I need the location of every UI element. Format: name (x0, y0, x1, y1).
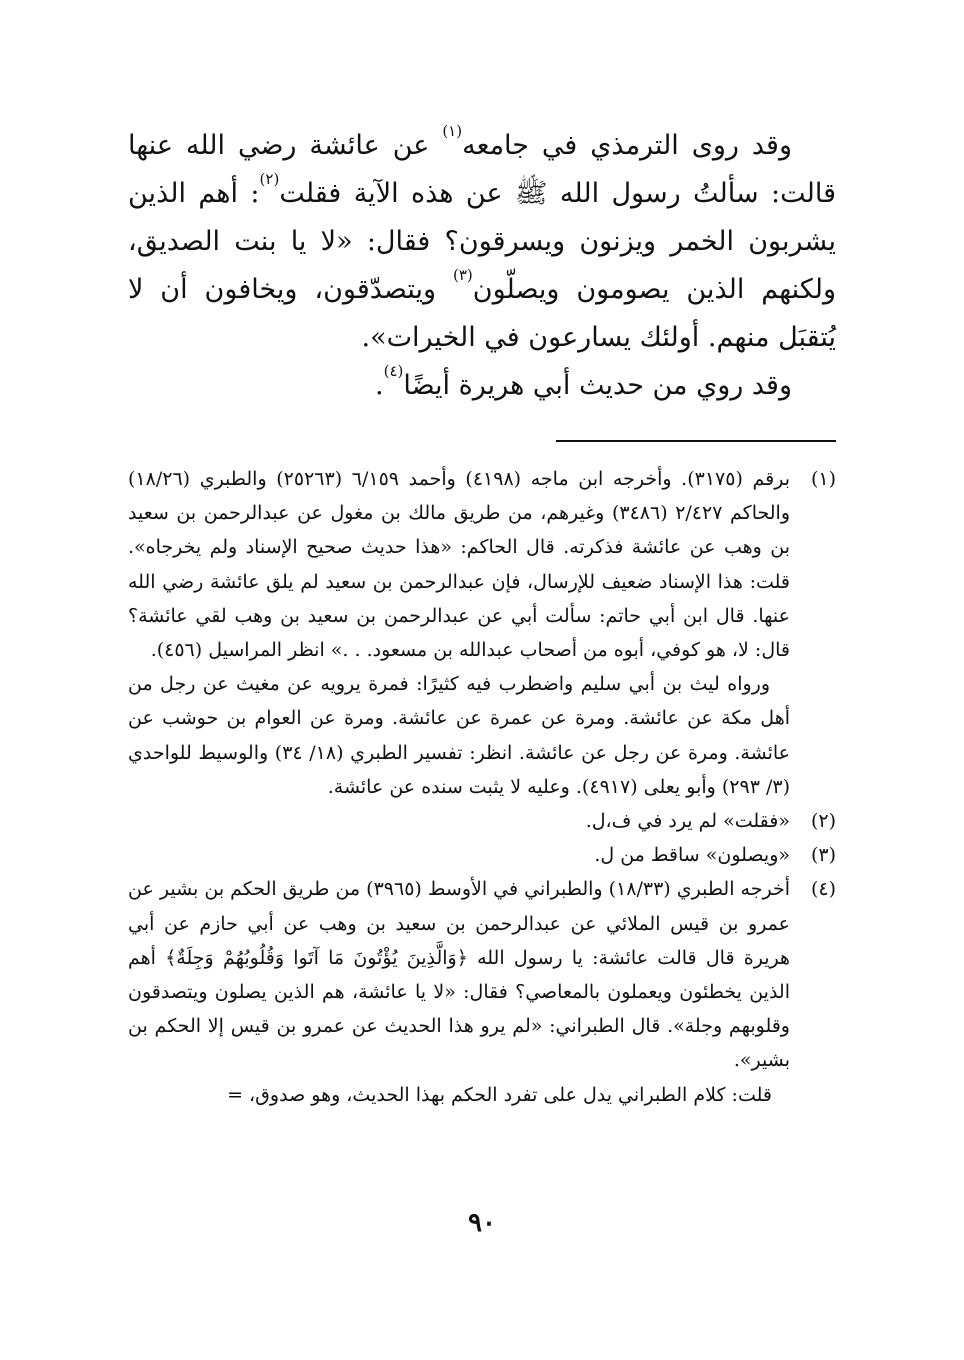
footnote-ref: (٤) (383, 362, 404, 380)
text-segment: . (375, 370, 384, 401)
text-segment: : أهم الذين يشربون الخمر ويزنون ويسرقون؟ فقال: «لا يا بنت الصديق، ولكنهم الذين يصومون ويصلّون (128, 178, 836, 305)
footnote-2 (128, 804, 836, 838)
footnote-body (128, 804, 790, 838)
footnote-paragraph: «فقلت» لم يرد في ف،ل. (585, 810, 790, 833)
footnote-paragraph: أخرجه الطبري (١٨/٣٣) والطبراني في الأوسط (٣٩٦٥) من طريق الحكم بن بشير عن عمرو بن قيس الملائي عن عبدالرحمن بن سعيد بن وهب عن أبي حازم عن أبي هريرة قال قالت عائشة: يا رسول الله ﴿وَالَّذِينَ يُؤْتُونَ مَا آتَوا وَقُلُوبُهُمْ وَجِلَةٌ﴾ أهم الذين يخطئون ويعملون بالمعاصي؟ فقال: «لا يا عائشة، هم الذين يصلون ويتصدقون وقلوبهم وجلة». قال الطبراني: «لم يرو هذا الحديث عن عمرو بن قيس إلا الحكم بن بشير». (128, 878, 790, 1072)
footnote-separator (556, 440, 836, 442)
footnote-paragraph: «ويصلون» ساقط من ل. (594, 844, 790, 867)
main-paragraph (128, 122, 836, 362)
main-text (128, 122, 836, 410)
page-number: ٩٠ (468, 1208, 496, 1238)
footnote-body (128, 838, 790, 872)
text-segment: عن عائشة رضي الله عنها قالت: سألتُ رسول الله ﷺ عن هذه الآية فقلت (128, 130, 836, 209)
footnote-continuation: قلت: كلام الطبراني يدل على تفرد الحكم بهذا الحديث، وهو صدوق، = (227, 1083, 772, 1106)
text-segment: ويتصدّقون، ويخافون أن لا يُتقبَل منهم. أولئك يسارعون في الخيرات». (128, 274, 836, 353)
footnote-ref: (١) (442, 122, 463, 140)
footnotes (128, 462, 836, 1112)
footnote-ref: (٢) (259, 170, 280, 188)
footnote-number: (٤) (810, 878, 836, 901)
main-paragraph (128, 362, 836, 410)
footnote-body (128, 462, 790, 804)
text-segment: وقد روي من حديث أبي هريرة أيضًا (403, 370, 792, 401)
footnote-number: (٢) (810, 810, 836, 833)
text-segment: وقد روى الترمذي في جامعه (462, 130, 793, 161)
footnote-ref: (٣) (452, 266, 473, 284)
footnote-number: (٣) (810, 844, 836, 867)
footnote-number: (١) (810, 468, 836, 490)
footnote-3 (128, 838, 836, 872)
footnote-body (128, 872, 790, 1077)
footnote-paragraph: برقم (٣١٧٥). وأخرجه ابن ماجه (٤١٩٨) وأحمد ٦/١٥٩ (٢٥٢٦٣) والطبري (١٨/٢٦) والحاكم ٢/٤٢٧ (٣٤٨٦) وغيرهم، من طريق مالك بن مغول عن عبدالرحمن بن سعيد بن وهب عن عائشة فذكرته. قال الحاكم: «هذا حديث صحيح الإسناد ولم يخرجاه». قلت: هذا الإسناد ضعيف للإرسال، فإن عبدالرحمن بن سعيد لم يلق عائشة رضي الله عنها. قال ابن أبي حاتم: سألت أبي عن عبدالرحمن بن سعيد بن وهب لقي عائشة؟ قال: لا، هو كوفي، أبوه من أصحاب عبدالله بن مسعود. . .» انظر المراسيل (٤٥٦). (128, 468, 790, 662)
footnote-4 (128, 872, 836, 1077)
footnote-paragraph: ورواه ليث بن أبي سليم واضطرب فيه كثيرًا: فمرة يرويه عن مغيث عن رجل من أهل مكة عن عائشة. ومرة عن عمرة عن عائشة. ومرة عن العوام بن حوشب عن عائشة. ومرة عن رجل عن عائشة. انظر: تفسير الطبري (١٨/ ٣٤) والوسيط للواحدي (٣/ ٢٩٣) وأبو يعلى (٤٩١٧). وعليه لا يثبت سنده عن عائشة. (128, 673, 790, 798)
footnote-1 (128, 462, 836, 804)
